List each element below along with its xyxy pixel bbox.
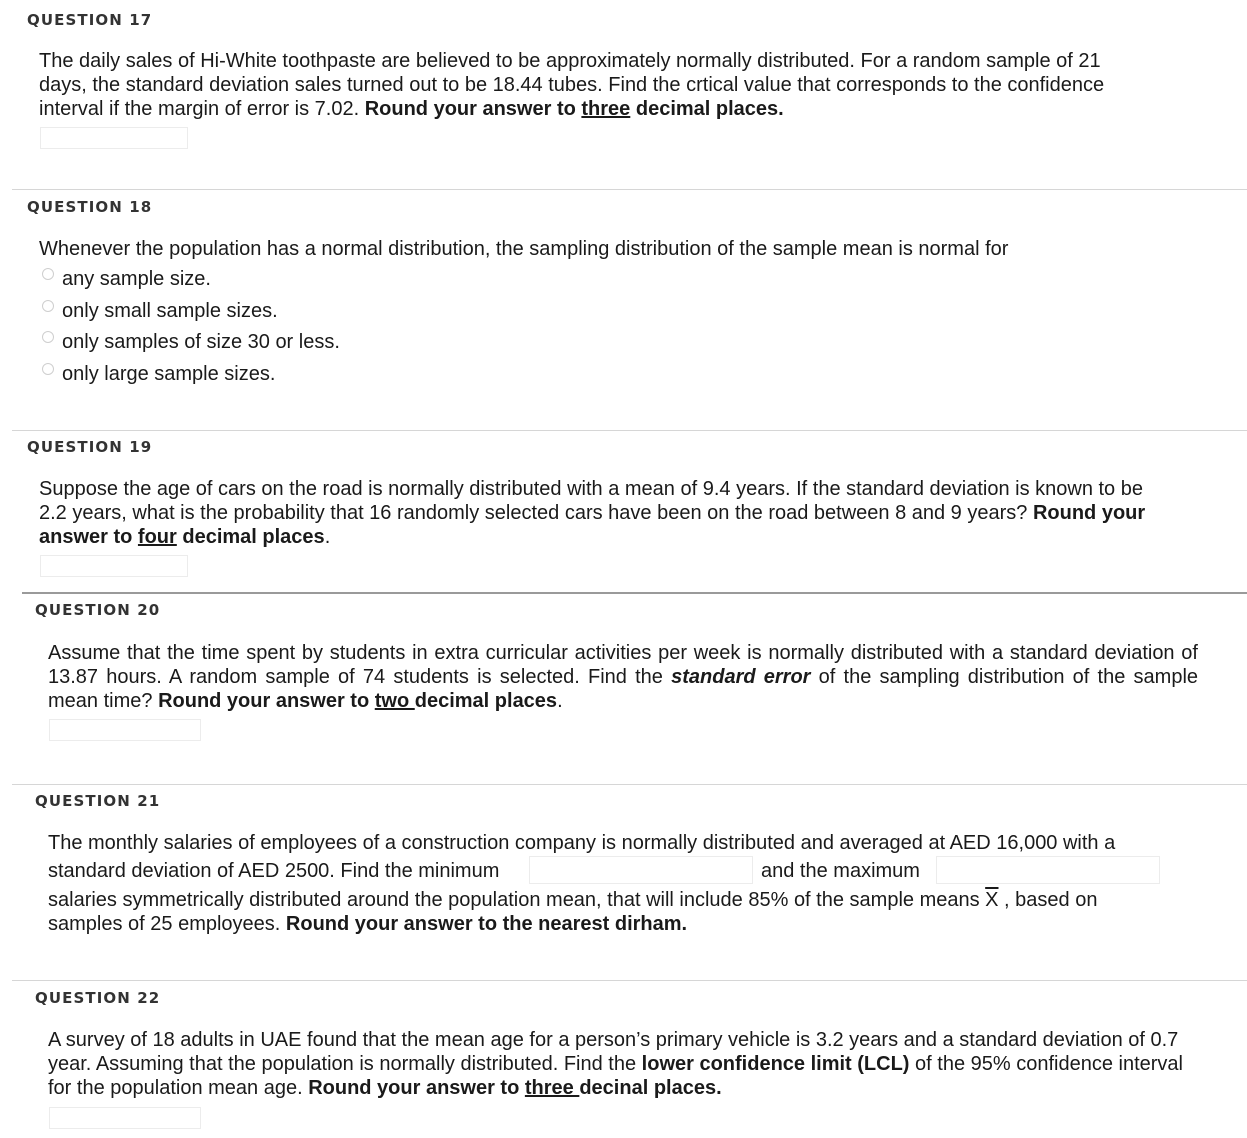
question-22-instruction: Round your answer to: [308, 1077, 525, 1099]
question-20-instruction: Round your answer to: [158, 690, 375, 712]
question-20-text: [48, 641, 1198, 713]
question-20-period: .: [557, 690, 563, 712]
question-22-body-2: of the 95% confidence interval for the population mean age.: [48, 1053, 1183, 1099]
radio-button[interactable]: [42, 331, 54, 343]
question-18-label: QUESTION 18: [27, 198, 153, 216]
question-21-line-2b: and the maximum: [761, 860, 920, 882]
question-20-places-emphasis: two: [374, 690, 415, 712]
x-bar-symbol: $\overline{X}$: [985, 889, 999, 911]
question-17-label: QUESTION 17: [27, 11, 153, 29]
question-17-instruction: Round your answer to: [364, 98, 582, 120]
divider: [12, 189, 1247, 190]
question-20-body: Assume that the time spent by students in extra curricular activities per week is normally distributed with a standard deviation of 13.87 hours. A random sample of 74 students is selected. Find the: [48, 642, 1198, 688]
divider: [12, 784, 1247, 785]
question-17-places-emphasis: three: [581, 98, 631, 120]
question-19-label: QUESTION 19: [27, 438, 153, 456]
option-label: only large sample sizes.: [62, 363, 276, 385]
divider: [12, 430, 1247, 431]
question-21-line-1: The monthly salaries of employees of a construction company is normally distributed and averaged at AED 16,000 with a: [48, 832, 1116, 854]
question-22-instruction-end: decinal places.: [579, 1077, 722, 1099]
question-21-line-3: [48, 888, 1097, 912]
radio-button[interactable]: [42, 268, 54, 280]
question-20-instruction-end: decimal places: [414, 690, 558, 712]
question-20-label: QUESTION 20: [35, 601, 161, 619]
option-label: any sample size.: [62, 268, 211, 290]
question-20-term: standard error: [671, 666, 811, 688]
question-17-body: The daily sales of Hi-White toothpaste are believed to be approximately normally distributed. For a random sample of 21 days, the standard deviation sales turned out to be 18.44 tubes. Find the crtical value that corresponds to the confidence interval if the margin of error is 7.02.: [39, 50, 1105, 120]
divider: [22, 592, 1247, 594]
question-21-line-4-text: samples of 25 employees.: [48, 913, 286, 935]
question-19-places-emphasis: four: [137, 526, 177, 548]
option-label: only samples of size 30 or less.: [62, 331, 340, 353]
question-22-answer-input[interactable]: [49, 1107, 201, 1129]
option-label: only small sample sizes.: [62, 300, 278, 322]
radio-button[interactable]: [42, 363, 54, 375]
question-22-text: [48, 1028, 1208, 1100]
question-21-label: QUESTION 21: [35, 792, 161, 810]
question-21-line-3-end: , based on: [998, 889, 1098, 911]
question-22-places-emphasis: three: [524, 1077, 580, 1099]
question-19-body: Suppose the age of cars on the road is normally distributed with a mean of 9.4 years. If the standard deviation is known to be 2.2 years, what is the probability that 16 randomly selected cars have been on the road between 8 and 9 years?: [39, 478, 1143, 524]
radio-button[interactable]: [42, 300, 54, 312]
question-19-instruction-end: decimal places: [176, 526, 325, 548]
maximum-salary-input[interactable]: [936, 856, 1160, 884]
question-19-instruction: Round your answer to: [39, 502, 1146, 548]
question-20-body-2: of the sampling distribution of the sample mean time?: [48, 666, 1199, 712]
question-17-text: [39, 49, 1149, 121]
question-22-body: A survey of 18 adults in UAE found that the mean age for a person’s primary vehicle is 3.2 years and a standard deviation of 0.7 year. Assuming that the population is normally distributed. Find the: [48, 1029, 1179, 1075]
question-21-instruction: Round your answer to the nearest dirham.: [285, 913, 688, 935]
question-22-label: QUESTION 22: [35, 989, 161, 1007]
question-22-term: lower confidence limit (LCL): [641, 1053, 910, 1075]
question-18-text: Whenever the population has a normal distribution, the sampling distribution of the sample mean is normal for: [39, 238, 1009, 260]
question-21-line-2a: standard deviation of AED 2500. Find the minimum: [48, 860, 500, 882]
minimum-salary-input[interactable]: [529, 856, 753, 884]
question-17-instruction-end: decimal places.: [630, 98, 784, 120]
question-20-answer-input[interactable]: [49, 719, 201, 741]
question-19-period: .: [324, 526, 331, 548]
question-21-line-4: [48, 912, 687, 936]
question-19-answer-input[interactable]: [40, 555, 188, 577]
question-19-text: [39, 477, 1169, 549]
question-21-line-3-text: salaries symmetrically distributed around the population mean, that will include 85% of the sample means: [48, 889, 986, 911]
divider: [12, 980, 1247, 981]
question-17-answer-input[interactable]: [40, 127, 188, 149]
